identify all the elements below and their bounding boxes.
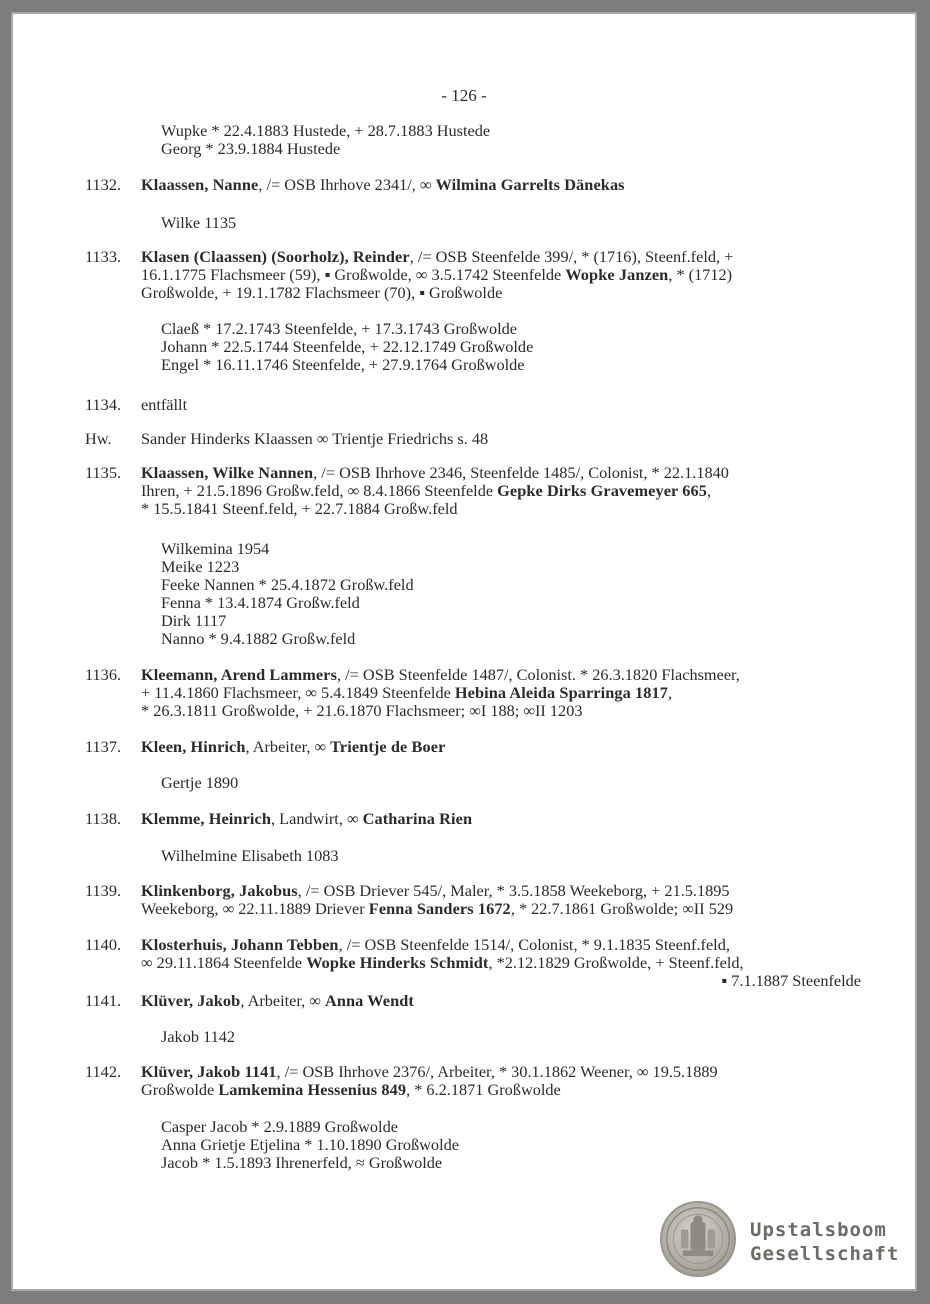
child-line: Wilkemina 1954 xyxy=(161,539,270,558)
entry-line: 16.1.1775 Flachsmeer (59), ▪ Großwolde, ∞ 3.5.1742 Steenfelde Wopke Janzen, * (1712) xyxy=(141,265,733,284)
child-line: Anna Grietje Etjelina * 1.10.1890 Großwolde xyxy=(161,1135,459,1154)
entry-number: 1136. xyxy=(85,665,122,684)
entry-text xyxy=(141,882,861,918)
entry-line: Großwolde, + 19.1.1782 Flachsmeer (70), ▪ Großwolde xyxy=(141,283,503,302)
children-list xyxy=(161,1118,841,1172)
entry-text xyxy=(141,464,861,518)
entry-line: Klasen (Claassen) (Soorholz), Reinder, /= OSB Steenfelde 399/, * (1716), Steenf.feld, + xyxy=(141,247,734,266)
child-line: Claeß * 17.2.1743 Steenfelde, + 17.3.1743 Großwolde xyxy=(161,319,518,338)
entry-number: 1139. xyxy=(85,881,122,900)
entry-text xyxy=(141,1063,861,1099)
brand-line-1: Upstalsboom xyxy=(750,1219,887,1241)
child-line: Engel * 16.11.1746 Steenfelde, + 27.9.1764 Großwolde xyxy=(161,355,525,374)
entry-number: 1140. xyxy=(85,935,122,954)
child-line: Johann * 22.5.1744 Steenfelde, + 22.12.1749 Großwolde xyxy=(161,337,534,356)
document-page xyxy=(13,14,915,1289)
entry-line: Großwolde Lamkemina Hessenius 849, * 6.2.1871 Großwolde xyxy=(141,1080,561,1099)
entry-text xyxy=(141,430,861,448)
child-line: Meike 1223 xyxy=(161,557,240,576)
children-list xyxy=(161,1028,841,1046)
entry-text xyxy=(141,176,861,194)
entry-text xyxy=(141,810,861,828)
child-line: Dirk 1117 xyxy=(161,611,227,630)
child-line: Wilke 1135 xyxy=(161,213,237,232)
entry-line: + 11.4.1860 Flachsmeer, ∞ 5.4.1849 Steenfelde Hebina Aleida Sparringa 1817, xyxy=(141,683,673,702)
entry-line: Klaassen, Nanne, /= OSB Ihrhove 2341/, ∞ Wilmina Garrelts Dänekas xyxy=(141,175,625,194)
entry-line: Weekeborg, ∞ 22.11.1889 Driever Fenna Sanders 1672, * 22.7.1861 Großwolde; ∞II 529 xyxy=(141,899,734,918)
children-list xyxy=(161,540,841,648)
page-number: - 126 - xyxy=(441,86,487,105)
children-list xyxy=(161,214,841,232)
child-line: Wupke * 22.4.1883 Hustede, + 28.7.1883 Hustede xyxy=(161,121,491,140)
entry-line: * 15.5.1841 Steenf.feld, + 22.7.1884 Großw.feld xyxy=(141,499,458,518)
child-line: Casper Jacob * 2.9.1889 Großwolde xyxy=(161,1117,398,1136)
entry-line: ∞ 29.11.1864 Steenfelde Wopke Hinderks Schmidt, *2.12.1829 Großwolde, + Steenf.feld, xyxy=(141,953,744,972)
child-line: Gertje 1890 xyxy=(161,773,239,792)
child-line: Nanno * 9.4.1882 Großw.feld xyxy=(161,629,356,648)
entry-number: 1133. xyxy=(85,247,122,266)
entry-text xyxy=(141,666,861,720)
entry-number: 1134. xyxy=(85,395,122,414)
child-line: Wilhelmine Elisabeth 1083 xyxy=(161,846,339,865)
entry-line: Ihren, + 21.5.1896 Großw.feld, ∞ 8.4.1866 Steenfelde Gepke Dirks Gravemeyer 665, xyxy=(141,481,712,500)
child-line: Jakob 1142 xyxy=(161,1027,236,1046)
entry-line: Klemme, Heinrich, Landwirt, ∞ Catharina Rien xyxy=(141,809,473,828)
entry-number: 1132. xyxy=(85,175,122,194)
entry-line: Sander Hinderks Klaassen ∞ Trientje Friedrichs s. 48 xyxy=(141,429,489,448)
brand-line-2: Gesellschaft xyxy=(750,1243,900,1265)
entry-line: ▪ 7.1.1887 Steenfelde xyxy=(721,971,861,990)
child-line: Jacob * 1.5.1893 Ihrenerfeld, ≈ Großwolde xyxy=(161,1153,443,1172)
entry-number: 1141. xyxy=(85,991,122,1010)
entry-line: Klaassen, Wilke Nannen, /= OSB Ihrhove 2346, Steenfelde 1485/, Colonist, * 22.1.1840 xyxy=(141,463,729,482)
child-line: Georg * 23.9.1884 Hustede xyxy=(161,139,341,158)
child-line: Feeke Nannen * 25.4.1872 Großw.feld xyxy=(161,575,414,594)
entry-number: 1142. xyxy=(85,1062,122,1081)
entry-line: Klosterhuis, Johann Tebben, /= OSB Steenfelde 1514/, Colonist, * 9.1.1835 Steenf.feld, xyxy=(141,935,730,954)
genealogy-content xyxy=(13,14,915,1289)
entry-text xyxy=(141,936,861,990)
entry-line: Kleemann, Arend Lammers, /= OSB Steenfelde 1487/, Colonist. * 26.3.1820 Flachsmeer, xyxy=(141,665,740,684)
brand-name xyxy=(750,1218,899,1266)
entry-line: Klüver, Jakob 1141, /= OSB Ihrhove 2376/, Arbeiter, * 30.1.1862 Weener, ∞ 19.5.1889 xyxy=(141,1062,718,1081)
entry-line: Klinkenborg, Jakobus, /= OSB Driever 545/, Maler, * 3.5.1858 Weekeborg, + 21.5.1895 xyxy=(141,881,730,900)
children-list xyxy=(161,122,841,158)
child-line: Fenna * 13.4.1874 Großw.feld xyxy=(161,593,360,612)
entry-line: Klüver, Jakob, Arbeiter, ∞ Anna Wendt xyxy=(141,991,414,1010)
entry-number: Hw. xyxy=(85,429,112,448)
entry-line: * 26.3.1811 Großwolde, + 21.6.1870 Flachsmeer; ∞I 188; ∞II 1203 xyxy=(141,701,583,720)
children-list xyxy=(161,320,841,374)
children-list xyxy=(161,847,841,865)
entry-text xyxy=(141,248,861,302)
entry-number: 1137. xyxy=(85,737,122,756)
entry-line: entfällt xyxy=(141,395,188,414)
entry-line: Kleen, Hinrich, Arbeiter, ∞ Trientje de Boer xyxy=(141,737,446,756)
seal-logo-icon xyxy=(660,1201,736,1277)
entry-text xyxy=(141,992,861,1010)
entry-number: 1135. xyxy=(85,463,122,482)
entry-number: 1138. xyxy=(85,809,122,828)
entry-text xyxy=(141,396,861,414)
children-list xyxy=(161,774,841,792)
entry-text xyxy=(141,738,861,756)
